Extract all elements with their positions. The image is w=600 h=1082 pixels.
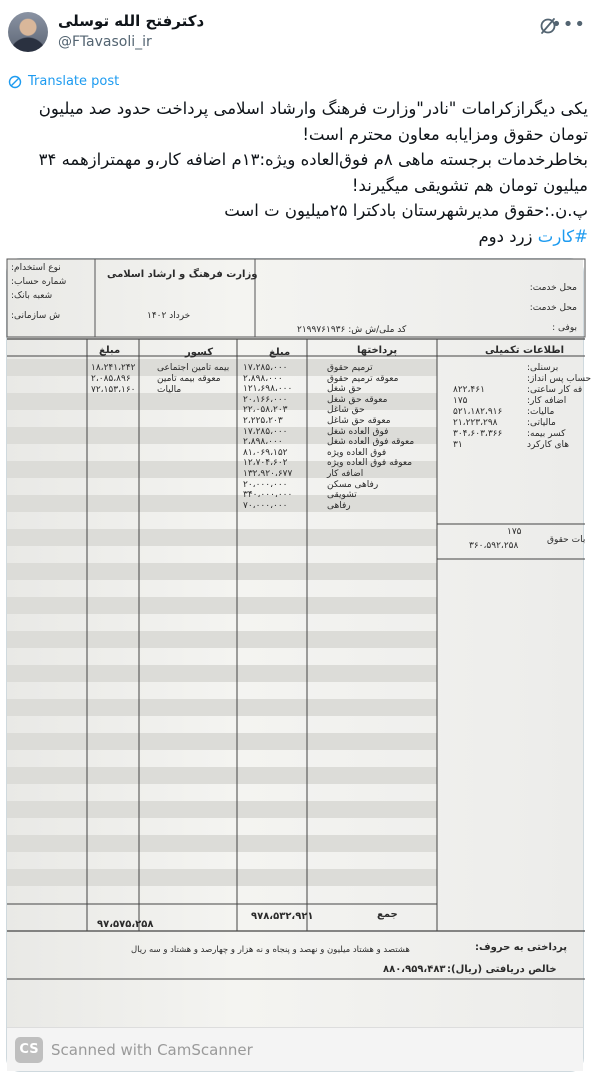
info-total-value: ۳۶۰،۵۹۲،۲۵۸: [469, 541, 519, 551]
payment-amount: ۲۲،۰۵۸،۲۰۳: [243, 405, 288, 416]
info-value: ۳۱: [453, 440, 463, 450]
payslip-document: [7, 259, 592, 1071]
in-words-label: پرداختی به حروف:: [475, 942, 567, 953]
deduction-label: معوقه بیمه تامین: [157, 374, 221, 384]
col-header-amount-deductions: مبلغ: [99, 345, 121, 356]
payment-label: معوقه حق شاغل: [327, 416, 391, 426]
tweet-line: پ.ن.:حقوق مدیرشهرستان بادکترا ۲۵میلیون ت است: [224, 201, 588, 220]
header-right-0: محل خدمت:: [529, 283, 577, 293]
info-label: مالیاتی:: [527, 418, 556, 428]
payment-label: معوقه فوق العاده ویژه: [327, 458, 413, 469]
sum-label: جمع: [377, 909, 398, 920]
more-icon[interactable]: •••: [551, 14, 586, 35]
tweet-text: [10, 96, 588, 249]
national-id-label: کد ملی/ش ش:: [348, 325, 407, 335]
info-value: ۸۲۲،۴۶۱: [453, 385, 485, 395]
deduction-amount: ۷۲،۱۵۳،۱۶۰: [91, 385, 136, 395]
payment-amount: ۲،۸۹۸،۰۰۰: [243, 373, 283, 384]
deduction-amount: ۲،۰۸۵،۸۹۶: [91, 374, 131, 384]
camscanner-label: Scanned with CamScanner: [51, 1040, 253, 1059]
tweet-line: بخاطرخدمات برجسته ماهی ۸م فوق‌العاده ویژه:۱۳م اضافه کار،و مهمترازهمه ۳۴: [38, 150, 588, 169]
header-left-1: شماره حساب:: [11, 277, 67, 287]
payment-label: معوقه فوق العاده شغل: [327, 437, 415, 448]
payment-amount: ۲،۸۹۸،۰۰۰: [243, 437, 283, 448]
info-label: فه کار ساعتی:: [527, 385, 583, 395]
info-value: ۱۷۵: [453, 396, 468, 406]
info-label: حساب پس انداز:: [527, 374, 592, 384]
payment-amount: ۱۲،۷۰۴،۶۰۲: [243, 458, 288, 469]
payment-label: معوقه حق شغل: [327, 394, 388, 405]
payment-amount: ۱۲۱،۶۹۸،۰۰۰: [243, 384, 293, 395]
info-label: برسنلی:: [527, 363, 559, 373]
info-value: ۵۲۱،۱۸۲،۹۱۶: [453, 407, 503, 417]
tweet-line: یکی دیگرازکرامات "نادر"وزارت فرهنگ وارشاد اسلامی پرداخت حدود صد میلیون: [38, 99, 588, 118]
header-left-3: ش سازمانی:: [11, 311, 61, 321]
deduction-amount: ۱۸،۲۴۱،۲۴۲: [91, 363, 136, 373]
payment-amount: ۱۳۲،۹۲۰،۶۷۷: [243, 469, 293, 479]
net-label: خالص دریافتی (ریال):: [447, 964, 557, 975]
net-amount: ۸۸۰،۹۵۹،۴۸۳: [383, 964, 446, 975]
payment-amount: ۳۴۰،۰۰۰،۰۰۰: [243, 490, 293, 501]
header-right-1: محل خدمت:: [529, 303, 577, 313]
translate-label[interactable]: Translate post: [28, 74, 120, 89]
ministry-name: وزارت فرهنگ و ارشاد اسلامی: [107, 269, 258, 280]
deduction-label: بیمه تامین اجتماعی: [157, 363, 230, 373]
translate-post-link[interactable]: [8, 74, 119, 89]
camscanner-watermark: [7, 1027, 583, 1071]
info-total-hours: ۱۷۵: [507, 527, 522, 537]
camscanner-logo-icon: CS: [15, 1037, 43, 1063]
tweet-line-hashtag: [10, 224, 588, 250]
payment-label: ترمیم حقوق: [327, 363, 373, 373]
total-payments: ۹۷۸،۵۳۲،۹۲۱: [251, 911, 314, 922]
payment-label: فوق العاده ویژه: [327, 447, 387, 458]
info-label: کسر بیمه:: [527, 429, 566, 439]
payment-amount: ۱۷،۲۸۵،۰۰۰: [243, 363, 288, 373]
info-label: مالیات:: [527, 407, 555, 417]
header-left-2: شعبه بانک:: [11, 291, 53, 301]
col-header-amount-payments: مبلغ: [269, 347, 291, 358]
total-deductions: ۹۷،۵۷۵،۲۵۸: [97, 919, 154, 930]
author-display-name[interactable]: دکترفتح الله توسلی: [58, 12, 205, 30]
tweet-line: تومان حقوق ومزایابه معاون محترم است!: [302, 124, 588, 144]
payment-label: اضافه کار: [327, 469, 364, 479]
payment-amount: ۲۰،۰۰۰،۰۰۰: [243, 479, 288, 490]
payment-label: حق شغل: [327, 384, 362, 395]
payment-label: رفاهی مسکن: [327, 479, 379, 490]
payslip-month: خرداد ۱۴۰۲: [147, 311, 191, 321]
header-right-2: بوفی :: [552, 323, 577, 333]
payment-amount: ۷۰،۰۰۰،۰۰۰: [243, 500, 288, 511]
payment-amount: ۲،۲۲۵،۲۰۳: [243, 416, 283, 426]
national-id-value: ۲۱۹۹۷۶۱۹۳۶: [297, 325, 346, 335]
info-value: ۲۱،۲۲۳،۲۹۸: [453, 418, 498, 428]
payment-amount: ۸۱،۰۶۹،۱۵۲: [243, 447, 288, 458]
payment-label: فوق العاده شغل: [327, 426, 389, 437]
avatar[interactable]: [8, 12, 48, 52]
amount-in-words: هشتصد و هشتاد میلیون و نهصد و پنجاه و نه هزار و چهارصد و هشتاد و سه ریال: [131, 945, 410, 955]
translate-icon: [8, 75, 22, 89]
info-total-label: بات حقوق: [547, 535, 586, 545]
tweet-line: میلیون تومان هم تشویقی میگیرند!: [351, 175, 588, 195]
national-id: [297, 325, 406, 335]
col-header-payments: پرداختها: [357, 345, 398, 356]
header-left-0: نوع استخدام:: [11, 263, 61, 273]
info-label: های کارکرد: [527, 440, 570, 450]
payment-label: تشویقی: [327, 490, 357, 501]
info-label: اضافه کار:: [527, 396, 567, 406]
payment-amount: ۲۰،۱۶۶،۰۰۰: [243, 394, 288, 405]
tweet-media-image[interactable]: [6, 258, 592, 1072]
payment-label: حق شاغل: [327, 405, 365, 416]
hashtag-suffix: زرد دوم: [478, 226, 538, 246]
col-header-deductions: کسور: [185, 347, 214, 358]
info-value: ۳۰۴،۶۰۳،۳۶۶: [453, 429, 503, 439]
deduction-label: مالیات: [157, 385, 182, 395]
payment-label: معوقه ترمیم حقوق: [327, 373, 399, 384]
col-header-info: اطلاعات تکمیلی: [485, 345, 565, 356]
author-handle[interactable]: @FTavasoli_ir: [58, 34, 152, 50]
hashtag-link[interactable]: #کارت: [537, 226, 588, 246]
payment-label: رفاهی: [327, 500, 351, 511]
payment-amount: ۱۷،۲۸۵،۰۰۰: [243, 426, 288, 437]
